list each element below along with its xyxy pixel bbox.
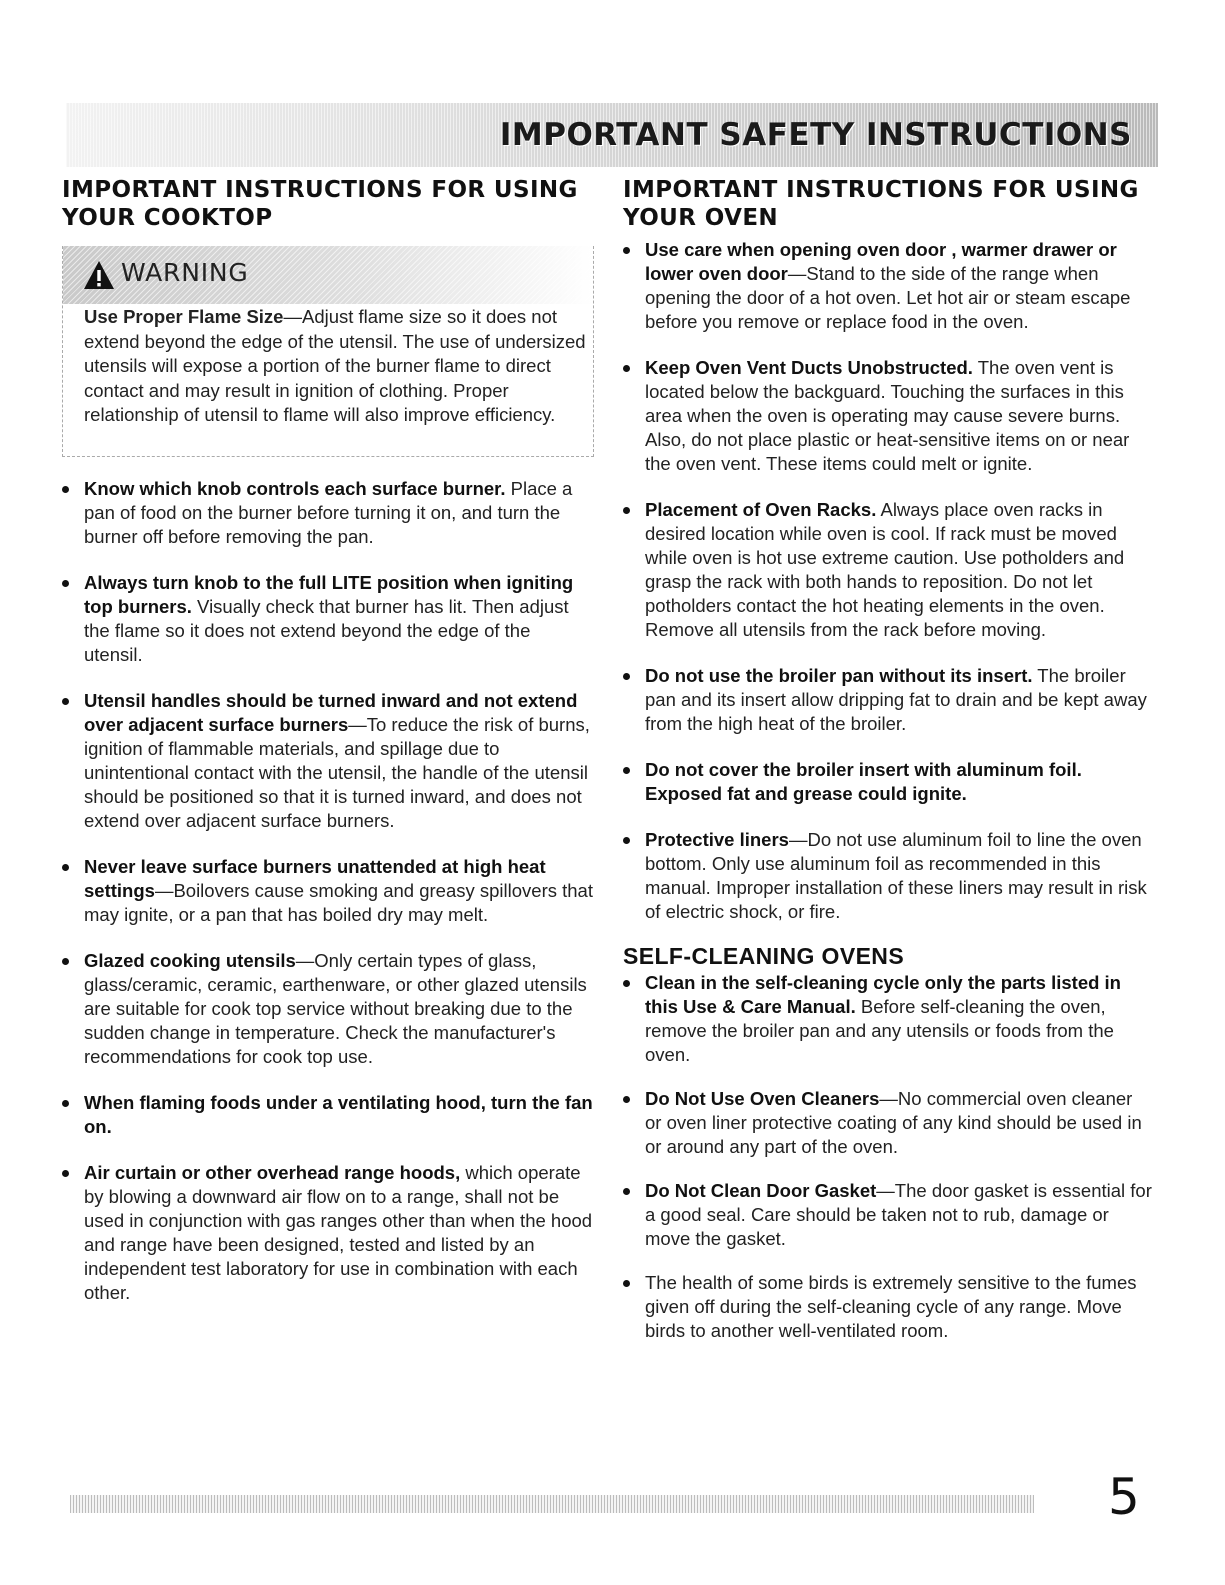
list-item (623, 356, 1153, 476)
list-item (62, 855, 594, 927)
item-lead: Always turn knob to the full LITE position when igniting top burners. (84, 572, 574, 617)
item-lead: Protective liners (645, 829, 789, 850)
self-cleaning-title: SELF-CLEANING OVENS (623, 943, 905, 969)
bullet-icon (62, 486, 69, 493)
oven-section-title: IMPORTANT INSTRUCTIONS FOR USING YOUR OVEN (623, 177, 1139, 231)
item-text: —The door gasket is essential for a good seal. Care should be taken not to rub, damage or move the gasket. (645, 1180, 1152, 1249)
page-title: IMPORTANT SAFETY INSTRUCTIONS (499, 117, 1132, 153)
item-text: Before self-cleaning the oven, remove the broiler pan and any utensils or foods from the oven. (645, 996, 1114, 1065)
warning-lead: Use Proper Flame Size (84, 306, 284, 327)
item-text: —To reduce the risk of burns, ignition of flammable materials, and spillage due to unintentional contact with the utensil, the handle of the utensil should be positioned so that it is turned inward, and does not extend over adjacent surface burners. (84, 714, 590, 831)
list-item (623, 758, 1153, 806)
list-item (62, 949, 594, 1069)
bullet-icon (623, 247, 630, 254)
item-text: The health of some birds is extremely sensitive to the fumes given off during the self-cleaning cycle of any range. Move birds to another well-ventilated room. (645, 1272, 1137, 1341)
bullet-icon (623, 673, 630, 680)
list-item (62, 477, 594, 549)
item-lead: Do not cover the broiler insert with aluminum foil. Exposed fat and grease could ignite. (645, 759, 1082, 804)
item-lead: When flaming foods under a ventilating hood, turn the fan on. (84, 1092, 593, 1137)
item-lead: Do not use the broiler pan without its insert. (645, 665, 1033, 686)
page-number: 5 (1108, 1468, 1140, 1526)
item-lead: Clean in the self-cleaning cycle only the parts listed in this Use & Care Manual. (645, 972, 1121, 1017)
list-item (623, 828, 1153, 924)
item-text: Place a pan of food on the burner before turning it on, and turn the burner off before removing the pan. (84, 478, 573, 547)
list-item (623, 971, 1153, 1067)
item-lead: Utensil handles should be turned inward and not extend over adjacent surface burners (84, 690, 578, 735)
item-text: —Only certain types of glass, glass/ceramic, ceramic, earthenware, or other glazed utensils are suitable for cook top service without breaking due to the sudden change in temperature. Check the manufacturer's recommendations for cook top use. (84, 950, 587, 1067)
item-lead: Know which knob controls each surface burner. (84, 478, 506, 499)
bullet-icon (623, 1096, 630, 1103)
warning-body: —Adjust flame size so it does not extend beyond the edge of the utensil. The use of undersized utensils will expose a portion of the burner flame to direct contact and may result in ignition of clothing. Proper relationship of utensil to flame will also improve efficiency. (84, 306, 586, 425)
list-item (62, 571, 594, 667)
bullet-icon (623, 507, 630, 514)
warning-triangle-icon (83, 260, 115, 290)
list-item (62, 689, 594, 833)
item-lead: Do Not Use Oven Cleaners (645, 1088, 880, 1109)
item-text: —Do not use aluminum foil to line the oven bottom. Only use aluminum foil as recommended in this manual. Improper installation of these liners may result in risk of electric shock, or fire. (645, 829, 1147, 922)
item-lead: Do Not Clean Door Gasket (645, 1180, 877, 1201)
bullet-icon (623, 980, 630, 987)
item-lead: Never leave surface burners unattended at high heat settings (84, 856, 546, 901)
bullet-icon (62, 1100, 69, 1107)
oven-column (623, 176, 1153, 1343)
bullet-icon (623, 767, 630, 774)
list-item (623, 1179, 1153, 1251)
bullet-icon (62, 580, 69, 587)
cooktop-column (62, 176, 594, 1305)
bullet-icon (623, 365, 630, 372)
warning-title: WARNING (121, 258, 249, 287)
item-text: The oven vent is located below the backguard. Touching the surfaces in this area when the oven is operating may cause severe burns. Also, do not place plastic or heat-sensitive items on or near the oven vent. These items could melt or ignite. (645, 357, 1130, 474)
self-cleaning-list (623, 971, 1153, 1343)
bullet-icon (62, 1170, 69, 1177)
item-text: —Stand to the side of the range when opening the door of a hot oven. Let hot air or steam escape before you remove or replace food in the oven. (645, 263, 1131, 332)
bullet-icon (623, 1188, 630, 1195)
item-lead: Use care when opening oven door , warmer drawer or lower oven door (645, 239, 1117, 284)
bullet-icon (62, 864, 69, 871)
list-item (623, 664, 1153, 736)
cooktop-section-title: IMPORTANT INSTRUCTIONS FOR USING YOUR COOKTOP (62, 177, 578, 231)
list-item (623, 498, 1153, 642)
item-text: —Boilovers cause smoking and greasy spillovers that may ignite, or a pan that has boiled dry may melt. (84, 880, 593, 925)
cooktop-list (62, 477, 594, 1305)
list-item (623, 1087, 1153, 1159)
header-banner (66, 103, 1158, 167)
list-item (623, 238, 1153, 334)
warning-box (62, 246, 594, 457)
list-item (62, 1161, 594, 1305)
item-text: —No commercial oven cleaner or oven liner protective coating of any kind should be used in or around any part of the oven. (645, 1088, 1142, 1157)
warning-header (63, 246, 593, 304)
bullet-icon (623, 1280, 630, 1287)
list-item (623, 1271, 1153, 1343)
item-text: Visually check that burner has lit. Then adjust the flame so it does not extend beyond the edge of the utensil. (84, 596, 569, 665)
item-lead: Keep Oven Vent Ducts Unobstructed. (645, 357, 973, 378)
item-text: Always place oven racks in desired location while oven is cool. If rack must be moved while oven is hot use extreme caution. Use potholders and grasp the rack with both hands to reposition. Do not let potholders contact the hot heating elements in the oven. Remove all utensils from the rack before moving. (645, 499, 1125, 640)
item-text: The broiler pan and its insert allow dripping fat to drain and be kept away from the high heat of the broiler. (645, 665, 1147, 734)
list-item (62, 1091, 594, 1139)
bullet-icon (62, 958, 69, 965)
item-lead: Placement of Oven Racks. (645, 499, 877, 520)
bullet-icon (623, 837, 630, 844)
bullet-icon (62, 698, 69, 705)
item-text: which operate by blowing a downward air flow on to a range, shall not be used in conjunction with gas ranges other than when the hood and range have been designed, tested and listed by an independent test laboratory for use in combination with each other. (84, 1162, 593, 1303)
item-lead: Air curtain or other overhead range hoods, (84, 1162, 461, 1183)
warning-text (63, 304, 593, 428)
footer-bar (70, 1495, 1034, 1513)
oven-list (623, 238, 1153, 924)
item-lead: Glazed cooking utensils (84, 950, 296, 971)
